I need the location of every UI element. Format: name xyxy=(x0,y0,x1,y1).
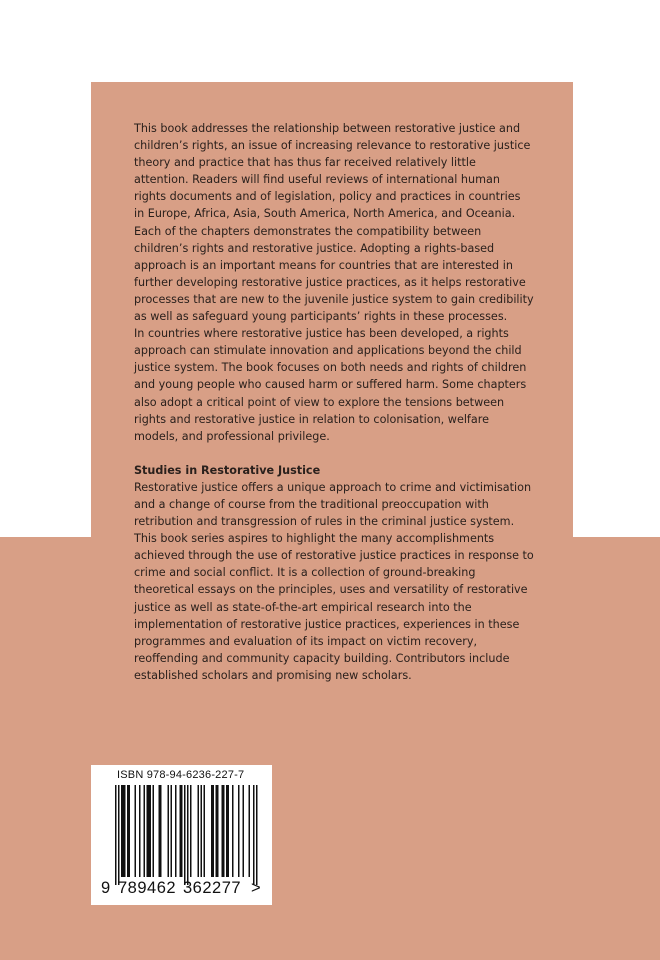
barcode-box xyxy=(91,765,272,905)
barcode-guard-bar xyxy=(187,785,189,885)
barcode-bar xyxy=(226,785,228,877)
barcode-bar xyxy=(150,785,152,877)
barcode-bar xyxy=(201,785,203,877)
barcode-bar xyxy=(211,785,213,877)
barcode-bar xyxy=(190,785,192,877)
series-title: Studies in Restorative Justice xyxy=(134,463,321,477)
barcode-bar xyxy=(175,785,177,877)
barcode-bar xyxy=(249,785,251,877)
barcode-bar xyxy=(153,785,155,877)
barcode-bar xyxy=(180,785,182,877)
barcode-bar xyxy=(213,785,215,877)
barcode-bar xyxy=(147,785,149,877)
barcode-bar xyxy=(228,785,230,877)
barcode-bar xyxy=(160,785,162,877)
barcode-bar xyxy=(168,785,170,877)
barcode-bar xyxy=(148,785,150,877)
barcode-guard-bar xyxy=(184,785,186,885)
barcode-bar xyxy=(216,785,218,877)
barcode-bar xyxy=(121,785,123,877)
barcode-bar xyxy=(238,785,240,877)
barcode-bar xyxy=(222,785,224,877)
barcode-bar xyxy=(129,785,131,877)
barcode-bar xyxy=(135,785,137,877)
barcode-guard-bar xyxy=(115,785,117,885)
barcode-bar xyxy=(243,785,245,877)
barcode-bar xyxy=(204,785,206,877)
barcode-bar xyxy=(223,785,225,877)
back-cover-text xyxy=(134,120,534,684)
barcode-bar xyxy=(139,785,141,877)
barcode-quiet-zone-mark: > xyxy=(251,879,262,897)
barcode-guard-bar xyxy=(118,785,120,885)
barcode-bar xyxy=(123,785,125,877)
barcode-bar xyxy=(127,785,129,877)
description-paragraph-2: In countries where restorative justice has been developed, a rights approach can stimulate innovation and applications beyond the child justice system. The book focuses on both needs and rights of children and young people who caused harm or suffered harm. Some chapters also adopt a critical point of view to explore the tensions between rights and restorative justice in relation to colonisation, welfare models, and professional privilege. xyxy=(134,327,527,443)
barcode-guard-bar xyxy=(256,785,258,885)
barcode-bar xyxy=(217,785,219,877)
barcode-left-digits: 789462 xyxy=(118,879,177,897)
barcode-bar xyxy=(144,785,146,877)
barcode-guard-bar xyxy=(253,785,255,885)
barcode-bar xyxy=(232,785,234,877)
description-paragraph-1: This book addresses the relationship between restorative justice and children’s rights, an issue of increasing relevance to restorative justice theory and practice that has thus far received relatively little attention. Readers will find useful reviews of international human rights documents and of legislation, policy and practices in countries in Europe, Africa, Asia, South America, North America, and Oceania. Each of the chapters demonstrates the compatibility between children’s rights and restorative justice. Adopting a rights-based approach is an important means for countries that are interested in further developing restorative justice practices, as it helps restorative processes that are new to the juvenile justice system to gain credibility as well as safeguard young participants’ rights in these processes. xyxy=(134,122,534,324)
isbn-label: ISBN 978-94-6236-227-7 xyxy=(117,769,245,781)
barcode-bar xyxy=(181,785,183,877)
barcode-first-digit: 9 xyxy=(101,879,111,897)
barcode-bar xyxy=(159,785,161,877)
barcode-right-digits: 362277 xyxy=(183,879,242,897)
barcode-bar xyxy=(198,785,200,877)
series-description: Restorative justice offers a unique approach to crime and victimisation and a change of course from the traditional preoccupation with retribution and transgression of rules in the criminal justice system. This book series aspires to highlight the many accomplishments achieved through the use of restorative justice practices in response to crime and social conflict. It is a collection of ground-breaking theoretical essays on the principles, uses and versatility of restorative justice as well as state-of-the-art empirical research into the implementation of restorative justice practices, experiences in these programmes and evaluation of its impact on victim recovery, reoffending and community capacity building. Contributors include established scholars and promising new scholars. xyxy=(134,480,534,682)
barcode-bar xyxy=(171,785,173,877)
barcode-bar xyxy=(124,785,126,877)
